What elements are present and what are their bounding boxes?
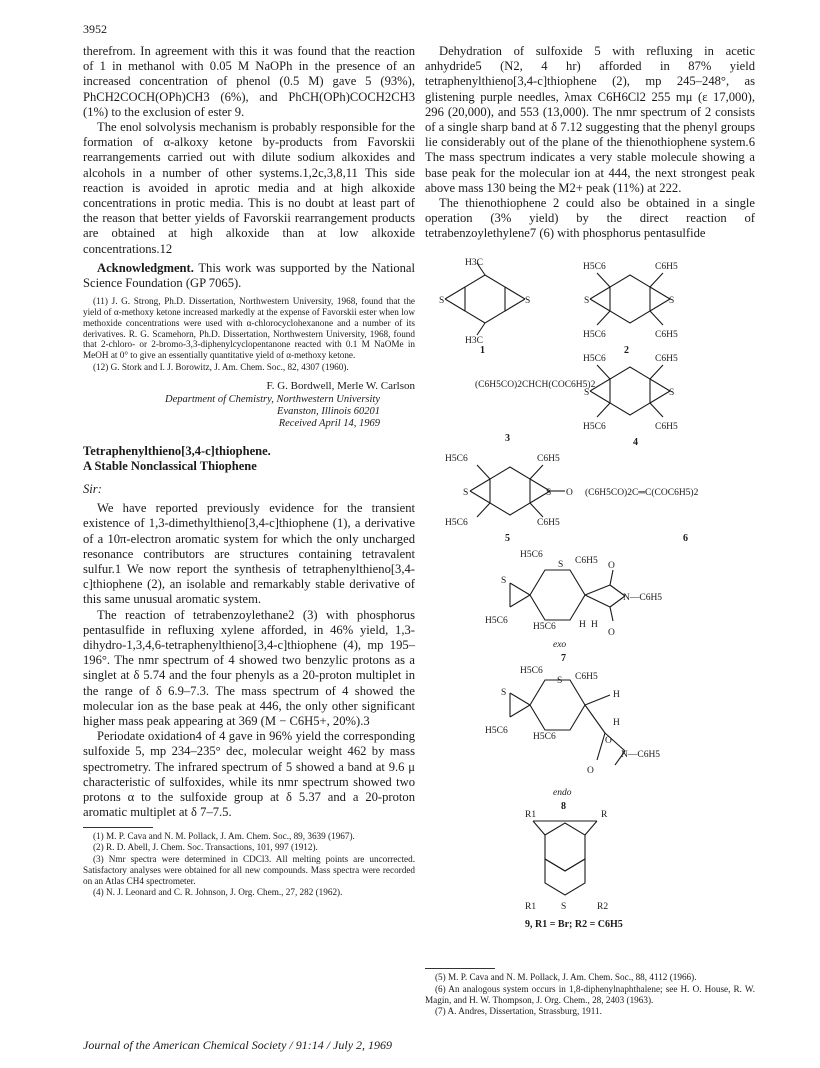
label-s7-ring: S: [501, 576, 507, 586]
label-s8-ring: S: [501, 688, 507, 698]
right-paragraph-2: The thienothiophene 2 could also be obtained in a single operation (3% yield) by the direct reaction of tetrabenzoylethylene7 (6) with phosphorus pentasulfide: [425, 196, 755, 241]
label-compound-4: 4: [633, 437, 638, 448]
ack-text: This work was supported by the National Science Foundation (GP 7065).: [83, 260, 416, 291]
label-r1-top: R1: [525, 810, 537, 820]
structure-labels: [439, 258, 699, 930]
structure-2: [590, 273, 670, 325]
label-r-top: R: [601, 810, 608, 820]
label-o-8b: O: [587, 766, 594, 776]
label-compound-1: 1: [480, 345, 485, 356]
footnote-rule-right: [425, 968, 495, 969]
label-n-c6h5-7: N—C6H5: [623, 593, 663, 603]
body-paragraph-2: The reaction of tetrabenzoylethane2 (3) with phosphorus pentasulfide in refluxing xylene afforded, in 46% yield, 1,3-dihydro-1,3,4,6-tetraphenylthieno[3,4-c]thiophene (4), mp 195–196°. The nmr spectrum of 4 showed two benzylic protons as a singlet at δ 5.74 and the four phenyls as a 20-proton multiplet in the range of δ 6.9–7.3. The mass spectrum of 4 showed the molecular ion as the base peak at 446, the only other significant higher mass peak appearing at 369 (M − C6H5+, 20%).3: [83, 607, 415, 729]
label-h3c-bottom: H3C: [465, 336, 483, 346]
left-column: [83, 44, 415, 899]
footnote-1: (1) M. P. Cava and N. M. Pollack, J. Am. Chem. Soc., 89, 3639 (1967).: [93, 830, 355, 841]
footnotes-left: [83, 831, 415, 899]
label-h5c6-4b: H5C6: [583, 422, 606, 432]
footnote-2: (2) R. D. Abell, J. Chem. Soc. Transactions, 101, 997 (1912).: [93, 842, 318, 853]
label-c6h5-5b: C6H5: [537, 518, 560, 528]
label-c6h5-2a: C6H5: [655, 262, 678, 272]
notes-top: [83, 296, 415, 373]
label-s2-left: S: [584, 296, 590, 306]
label-s8-bridge: S: [557, 676, 563, 686]
formula-6: (C6H5CO)2C═C(COC6H5)2: [585, 488, 699, 498]
label-h5c6-7a: H5C6: [520, 550, 543, 560]
footnote-6: (6) An analogous system occurs in 1,8-diphenylnaphthalene; see H. O. House, R. W. Magin, and H. W. Thompson, J. Org. Chem., 28, 2403 (1963).: [425, 983, 755, 1005]
body-paragraph-3: Periodate oxidation4 of 4 gave in 96% yield the corresponding sulfoxide 5, mp 234–235° dec, molecular weight 462 by mass spectrometry. The infrared spectrum of 5 showed a band at 9.6 μ characteristic of sulfoxides, while its nmr spectrum showed two protons α to the sulfoxide group at δ 5.37 and a 20-proton aromatic multiplet at δ 7–7.5.: [83, 729, 415, 820]
label-h5c6-7b: H5C6: [485, 616, 508, 626]
label-s7-bridge: S: [558, 560, 564, 570]
label-s4-right: S: [669, 388, 675, 398]
label-s1-left: S: [439, 296, 445, 306]
label-c6h5-4a: C6H5: [655, 354, 678, 364]
label-h5c6-4a: H5C6: [583, 354, 606, 364]
label-compound-8: 8: [561, 801, 566, 812]
label-h5c6-8c: H5C6: [533, 732, 556, 742]
label-o-5: O: [566, 488, 573, 498]
label-s1-right: S: [525, 296, 531, 306]
label-r2: R2: [597, 902, 609, 912]
label-s4-left: S: [584, 388, 590, 398]
label-compound-5: 5: [505, 533, 510, 544]
article-title: [83, 444, 415, 474]
article-title-line2: A Stable Nonclassical Thiophene: [83, 459, 257, 474]
label-h5c6-8a: H5C6: [520, 666, 543, 676]
label-compound-3: 3: [505, 433, 510, 444]
enol-paragraph: The enol solvolysis mechanism is probably responsible for the formation of α-alkoxy ketone by-products from Favorskii rearrangements carried out with dilute sodium alkoxides and alcohols in a number of other systems.1,2c,3,8,11 This side reaction is avoided in aprotic media and at high alkoxide concentrations in protic media. This is no doubt at least part of the reason that better yields of Favorskii rearrangement products are obtained at high alkoxide than at low alkoxide concentrations.12: [83, 120, 415, 256]
ack-heading: Acknowledgment.: [97, 260, 194, 275]
structure-1: [445, 263, 525, 335]
right-paragraph-1: Dehydration of sulfoxide 5 with refluxing in acetic anhydride5 (N2, 4 hr) afforded in 87% yield tetraphenylthieno[3,4-c]thiophene (2), mp 245–248°, as glistening purple needles, λmax C6H6Cl2 255 mμ (ε 17,000), 296 (20,000), and 553 (13,000). The nmr spectrum of 2 consists of a single sharp band at δ 7.12 suggesting that the phenyl groups lie considerably out of the plane of the thienothiophene system.6 The mass spectrum indicates a very stable molecule showing a base peak for the molecular ion at 444, the next strongest peak above mass 130 being the M2+ peak (11%) at 222.: [425, 44, 755, 195]
label-h5c6-8b: H5C6: [485, 726, 508, 736]
label-s5-right: S: [546, 488, 552, 498]
affiliation: Department of Chemistry, Northwestern University: [165, 394, 380, 406]
label-h-7b: H: [591, 620, 598, 630]
footnotes-right: [425, 962, 755, 1018]
journal-footer: Journal of the American Chemical Society / 91:14 / July 2, 1969: [83, 1038, 393, 1052]
label-compound-6: 6: [683, 533, 688, 544]
footnote-7: (7) A. Andres, Dissertation, Strassburg, 1911.: [435, 1006, 602, 1017]
label-c6h5-2b: C6H5: [655, 330, 678, 340]
label-s5-left: S: [463, 488, 469, 498]
label-compound-2: 2: [624, 345, 629, 356]
footnote-3: (3) Nmr spectra were determined in CDCl3. All melting points are uncorrected. Satisfactory analyses were obtained for all new compounds. Mass spectra were recorded on an Atlas CH4 spectrometer.: [83, 854, 415, 886]
article-title-line1: Tetraphenylthieno[3,4-c]thiophene.: [83, 444, 271, 459]
note-12: (12) G. Stork and I. J. Borowitz, J. Am. Chem. Soc., 82, 4307 (1960).: [93, 362, 349, 373]
label-r1-bottom: R1: [525, 902, 537, 912]
label-c6h5-8a: C6H5: [575, 672, 598, 682]
caption-compound-9: 9, R1 = Br; R2 = C6H5: [525, 919, 623, 930]
label-h3c-top: H3C: [465, 258, 483, 268]
acknowledgment: [83, 261, 415, 291]
structure-7: [510, 570, 625, 621]
received-date: Received April 14, 1969: [278, 418, 380, 430]
structure-4: [590, 365, 670, 417]
label-s9: S: [561, 902, 567, 912]
body-paragraph-1: We have reported previously evidence for the transient existence of 1,3-dimethylthieno[3,4-c]thiophene (1), a derivative of a 10π-electron aromatic system for which the only uncharged resonance contributors are structures containing tetravalent sulfur.1 We now report the synthesis of tetraphenylthieno[3,4-c]thiophene (2), an isolable and remarkably stable derivative of this same unusual aromatic system.: [83, 501, 415, 607]
label-exo: exo: [553, 640, 567, 650]
note-11: (11) J. G. Strong, Ph.D. Dissertation, Northwestern University, 1968, found that the yield of α-methoxy ketone increased markedly at the expense of Favorskii ester when low methoxide concentrations were used with α-chlorocyclohexanone and a number of its derivatives. R. G. Scamehorn, Ph.D. Dissertation, Northwestern University, 1968, found that 2-chloro- or 2-bromo-3,3-diphenylcyclopentanone reacted with 0.1 M NaOMe in MeOH at 0° to give an essentially quantitative yield of α-methoxy ketone.: [83, 296, 415, 361]
chemical-structures-figure: [425, 255, 755, 935]
structure-8: [510, 680, 625, 765]
label-s2-right: S: [669, 296, 675, 306]
formula-3: (C6H5CO)2CHCH(COC6H5)2: [475, 380, 596, 390]
label-o-7b: O: [608, 628, 615, 638]
label-h5c6-2b: H5C6: [583, 330, 606, 340]
label-c6h5-7a: C6H5: [575, 556, 598, 566]
label-h5c6-2a: H5C6: [583, 262, 606, 272]
label-h-8b: H: [613, 718, 620, 728]
label-n-c6h5-8: N—C6H5: [621, 750, 661, 760]
label-endo: endo: [553, 788, 572, 798]
label-compound-7: 7: [561, 653, 566, 664]
label-h5c6-5a: H5C6: [445, 454, 468, 464]
salutation: Sir:: [83, 482, 102, 497]
right-column: [425, 44, 755, 242]
label-h5c6-7c: H5C6: [533, 622, 556, 632]
footnote-rule: [83, 827, 153, 828]
label-c6h5-5a: C6H5: [537, 454, 560, 464]
label-h-8a: H: [613, 690, 620, 700]
label-h5c6-5b: H5C6: [445, 518, 468, 528]
footnote-5: (5) M. P. Cava and N. M. Pollack, J. Am. Chem. Soc., 88, 4112 (1966).: [435, 972, 697, 982]
label-o-7a: O: [608, 561, 615, 571]
structure-9: [533, 821, 597, 895]
authors: F. G. Bordwell, Merle W. Carlson: [266, 379, 415, 392]
footnote-4: (4) N. J. Leonard and C. R. Johnson, J. Org. Chem., 27, 282 (1962).: [93, 887, 343, 898]
label-c6h5-4b: C6H5: [655, 422, 678, 432]
intro-paragraph: therefrom. In agreement with this it was found that the reaction of 1 in methanol with 0.05 M NaOPh in the presence of an increased concentration of phenol (0.5 M) gave 5 (93%), PhCH2COCH(OPh)CH3 (6%), and PhCH(OPh)COCH2CH3 (1%) to the exclusion of ester 9.: [83, 44, 415, 119]
label-h-7a: H: [579, 620, 586, 630]
label-o-8a: O: [605, 736, 612, 746]
address: Evanston, Illinois 60201: [277, 406, 380, 418]
page-number: 3952: [83, 22, 107, 36]
